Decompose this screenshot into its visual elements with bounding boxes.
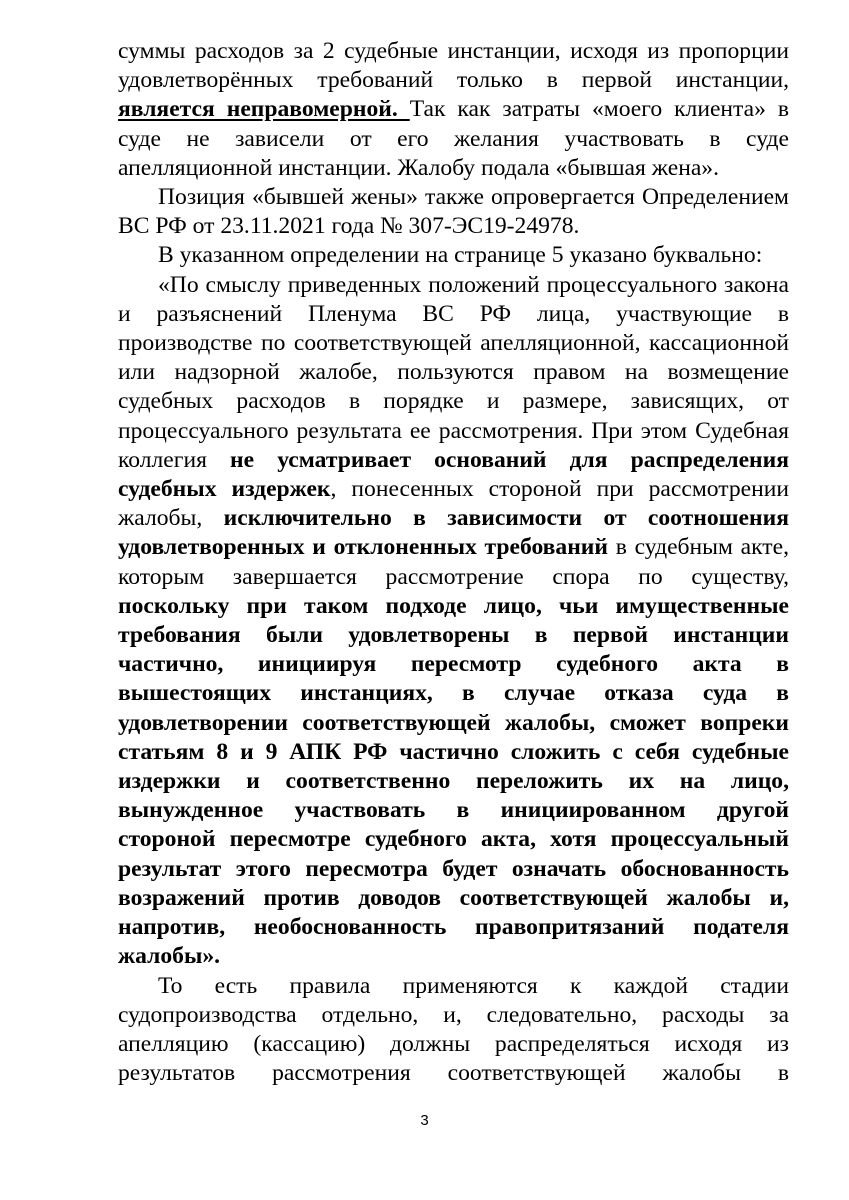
text-run: Так как затраты «моего клиента» в суде не зависели от его желания участвовать в суде апелляционной инстанции. Жалобу подала «бывшая жена». xyxy=(118,96,789,181)
paragraph-3 xyxy=(118,241,789,270)
text-run: суммы расходов за 2 судебные инстанции, исходя из пропорции удовлетворённых требований только в первой инстанции, xyxy=(118,38,789,94)
text-run: , понесенных стороной при рассмотрении жалобы, xyxy=(118,476,789,532)
paragraph-1 xyxy=(118,37,789,183)
bold-text-run: исключительно в зависимости от соотношения удовлетворенных и отклоненных требований xyxy=(118,505,789,561)
bold-text-run: поскольку при таком подходе лицо, чьи имущественные требования были удовлетворены в первой инстанции частично, инициируя пересмотр судебного акта в вышестоящих инстанциях, в случае отказа суда в удовлетворении соответствующей жалобы, сможет вопреки статьям 8 и 9 АПК РФ частично сложить с себя судебные издержки и соответственно переложить их на лицо, вынужденное участвовать в инициированном другой стороной пересмотре судебного акта, хотя процессуальный результат этого пересмотра будет означать обоснованность возражений против доводов соответствующей жалобы и, напротив, необоснованность правопритязаний подателя жалобы». xyxy=(118,592,789,970)
text-run: В указанном определении на странице 5 указано буквально: xyxy=(158,242,763,269)
text-run: То есть правила применяются к каждой стадии судопроизводства отдельно, и, следовательно, расходы за апелляцию (кассацию) должны распределяться исходя из результатов рассмотрения соответствующей жалобы в xyxy=(118,972,789,1087)
page-number: 3 xyxy=(420,1112,429,1129)
paragraph-2 xyxy=(118,183,789,241)
text-run: Позиция «бывшей жены» также опровергается Определением ВС РФ от 23.11.2021 года № 307-ЭС19-24978. xyxy=(118,184,789,240)
text-run: в судебным акте, которым завершается рассмотрение спора по существу, xyxy=(118,534,789,590)
body-text xyxy=(118,37,789,1088)
paragraph-5 xyxy=(118,972,789,1089)
bold-text-run: не усматривает оснований для распределения судебных издержек xyxy=(118,446,789,503)
text-run: «По смыслу приведенных положений процессуального закона и разъяснений Пленума ВС РФ лица, участвующие в производстве по соответствующей апелляционной, кассационной или надзорной жалобе, пользуются правом на возмещение судебных расходов в порядке и размере, зависящих, от процессуального результата ее рассмотрения. При этом Судебная коллегия xyxy=(118,271,789,473)
paragraph-4-quote xyxy=(118,271,789,972)
bold-underlined-text-run: является неправомерной. xyxy=(118,96,410,123)
